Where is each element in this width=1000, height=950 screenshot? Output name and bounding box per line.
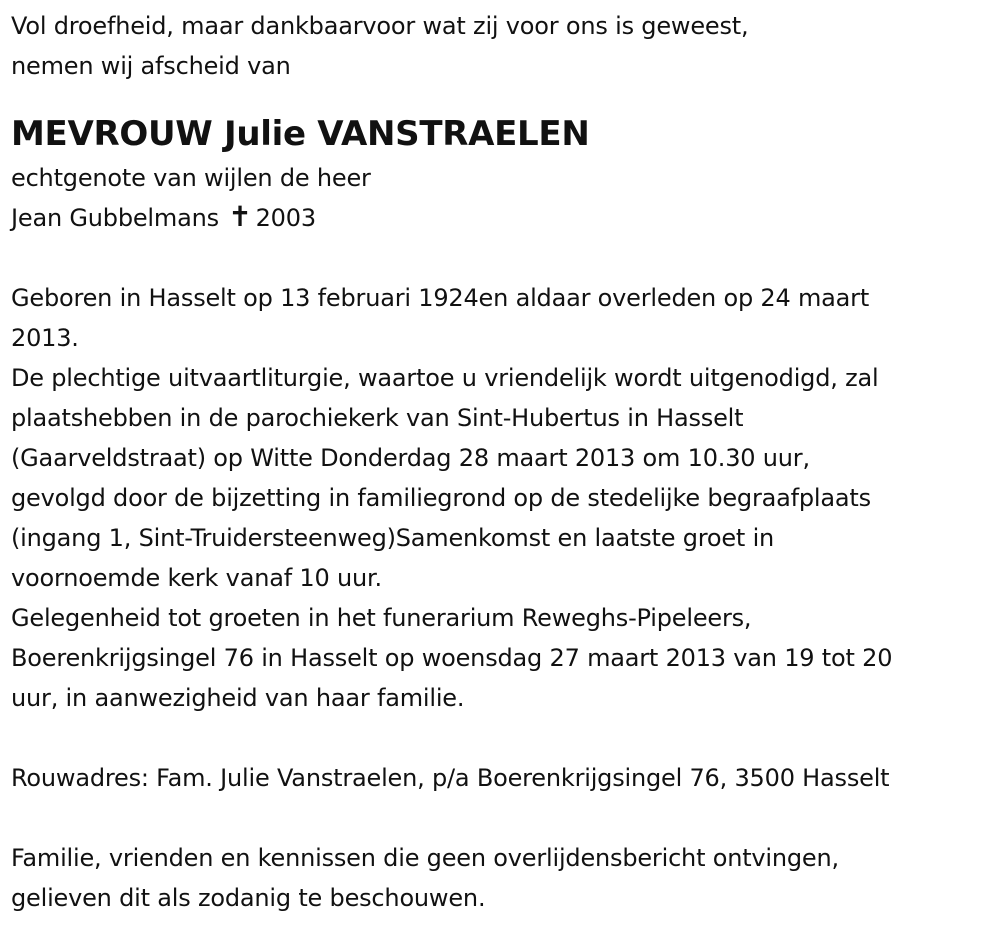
intro-line-2: nemen wij afscheid van (11, 52, 291, 80)
spacer (11, 86, 996, 110)
mourning-address: Rouwadres: Fam. Julie Vanstraelen, p/a Boerenkrijgsingel 76, 3500 Hasselt (11, 764, 890, 792)
spouse-death-year: 2003 (255, 204, 316, 232)
spacer (11, 798, 996, 838)
details-block (11, 278, 996, 718)
details-line: uur, in aanwezigheid van haar familie. (11, 684, 465, 712)
spacer (11, 238, 996, 278)
details-line: Boerenkrijgsingel 76 in Hasselt op woensdag 27 maart 2013 van 19 tot 20 (11, 644, 893, 672)
spacer (11, 718, 996, 758)
closing-line-1: Familie, vrienden en kennissen die geen overlijdensbericht ontvingen, (11, 844, 839, 872)
details-line: voornoemde kerk vanaf 10 uur. (11, 564, 382, 592)
details-line: 2013. (11, 324, 79, 352)
details-line: (Gaarveldstraat) op Witte Donderdag 28 maart 2013 om 10.30 uur, (11, 444, 810, 472)
details-line: gevolgd door de bijzetting in familiegrond op de stedelijke begraafplaats (11, 484, 871, 512)
intro-line-1: Vol droefheid, maar dankbaarvoor wat zij voor ons is geweest, (11, 12, 749, 40)
spouse-name: Jean Gubbelmans (11, 204, 219, 232)
details-line: (ingang 1, Sint-Truidersteenweg)Samenkomst en laatste groet in (11, 524, 775, 552)
details-line: plaatshebben in de parochiekerk van Sint-Hubertus in Hasselt (11, 404, 744, 432)
spouse-line (11, 198, 996, 238)
cross-icon: ✝ (228, 200, 252, 233)
deceased-name: MEVROUW Julie VANSTRAELEN (11, 114, 590, 154)
closing-line-2: gelieven dit als zodanig te beschouwen. (11, 884, 486, 912)
death-notice (11, 6, 996, 918)
relation-line: echtgenote van wijlen de heer (11, 164, 371, 192)
details-line: Geboren in Hasselt op 13 februari 1924en aldaar overleden op 24 maart (11, 284, 870, 312)
details-line: De plechtige uitvaartliturgie, waartoe u vriendelijk wordt uitgenodigd, zal (11, 364, 879, 392)
details-line: Gelegenheid tot groeten in het funerarium Reweghs-Pipeleers, (11, 604, 752, 632)
